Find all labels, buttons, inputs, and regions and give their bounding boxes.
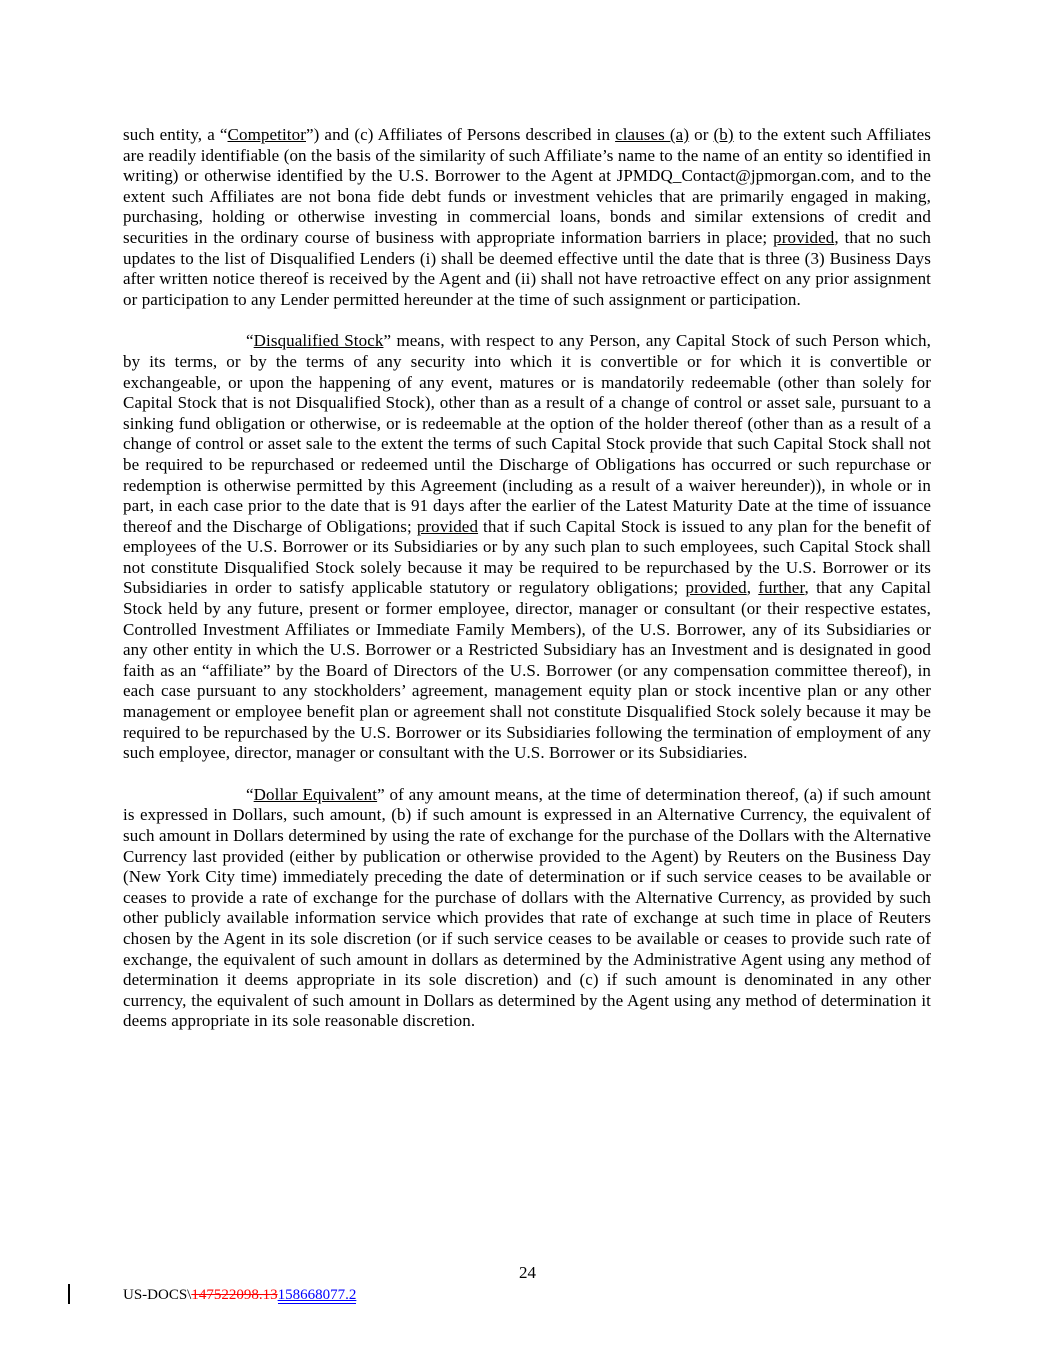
footer-doc-id: US-DOCS\147522098.13158668077.2 — [123, 1287, 357, 1303]
change-bar-marker — [68, 1284, 70, 1304]
document-body — [123, 125, 931, 1053]
paragraph-competitor-clause-continuation: such entity, a “Competitor”) and (c) Affiliates of Persons described in clauses (a) or (b) to the extent such Affiliates are readily identifiable (on the basis of the similarity of such Affiliate’s name to the name of an entity so identified in writing) or otherwise identified by the U.S. Borrower to the Agent at JPMDQ_Contact@jpmorgan.com, and to the extent such Affiliates are not bona fide debt funds or investment vehicles that are primarily engaged in making, purchasing, holding or otherwise investing in commercial loans, bonds and similar extensions of credit and securities in the ordinary course of business with appropriate information barriers in place; provided, that no such updates to the list of Disqualified Lenders (i) shall be deemed effective until the date that is three (3) Business Days after written notice thereof is received by the Agent and (ii) shall not have retroactive effect on any prior assignment or participation to any Lender permitted hereunder at the time of such assignment or participation. — [123, 125, 931, 309]
paragraph-disqualified-stock-definition: “Disqualified Stock” means, with respect to any Person, any Capital Stock of such Person which, by its terms, or by the terms of any security into which it is convertible or for which it is convertible or exchangeable, or upon the happening of any event, matures or is mandatorily redeemable (other than solely for Capital Stock that is not Disqualified Stock), other than as a result of a change of control or asset sale, pursuant to a sinking fund obligation or otherwise, or is redeemable at the option of the holder thereof (other than as a result of a change of control or asset sale to the extent the terms of such Capital Stock provide that such Capital Stock shall not be required to be repurchased or redeemed until the Discharge of Obligations has occurred or such repurchase or redemption is otherwise permitted by this Agreement (including as a result of a waiver hereunder)), in whole or in part, in each case prior to the date that is 91 days after the earlier of the Latest Maturity Date at the time of issuance thereof and the Discharge of Obligations; provided that if such Capital Stock is issued to any plan for the benefit of employees of the U.S. Borrower or its Subsidiaries or by any such plan to such employees, such Capital Stock shall not constitute Disqualified Stock solely because it may be required to be repurchased by the U.S. Borrower or its Subsidiaries in order to satisfy applicable statutory or regulatory obligations; provided, further, that any Capital Stock held by any future, present or former employee, director, manager or consultant (or their respective estates, Controlled Investment Affiliates or Immediate Family Members), of the U.S. Borrower, any of its Subsidiaries or any other entity in which the U.S. Borrower or a Restricted Subsidiary has an Investment and is designated in good faith as an “affiliate” by the Board of Directors of the U.S. Borrower (or any compensation committee thereof), in each case pursuant to any stockholders’ agreement, management equity plan or stock incentive plan or any other management or employee benefit plan or agreement shall not constitute Disqualified Stock solely because it may be required to be repurchased by the U.S. Borrower or its Subsidiaries following the termination of employment of any such employee, director, manager or consultant with the U.S. Borrower or its Subsidiaries. — [123, 331, 932, 763]
page-number: 24 — [519, 1263, 536, 1282]
paragraph-dollar-equivalent-definition: “Dollar Equivalent” of any amount means, at the time of determination thereof, (a) if such amount is expressed in Dollars, such amount, (b) if such amount is expressed in an Alternative Currency, the equivalent of such amount in Dollars determined by using the rate of exchange for the purchase of the Dollars with the Alternative Currency last provided (either by publication or otherwise provided to the Agent) by Reuters on the Business Day (New York City time) immediately preceding the date of determination or if such service ceases to be available or ceases to provide a rate of exchange for the purchase of dollars with the Alternative Currency, as provided by such other publicly available information service which provides that rate of exchange at such time in place of Reuters chosen by the Agent in its sole discretion (or if such service ceases to be available or ceases to provide such rate of exchange, the equivalent of such amount in dollars as determined by the Administrative Agent using any method of determination it deems appropriate in its sole discretion) and (c) if such amount is denominated in any other currency, the equivalent of such amount in Dollars as determined by the Agent using any method of determination it deems appropriate in its sole reasonable discretion. — [123, 784, 931, 1031]
